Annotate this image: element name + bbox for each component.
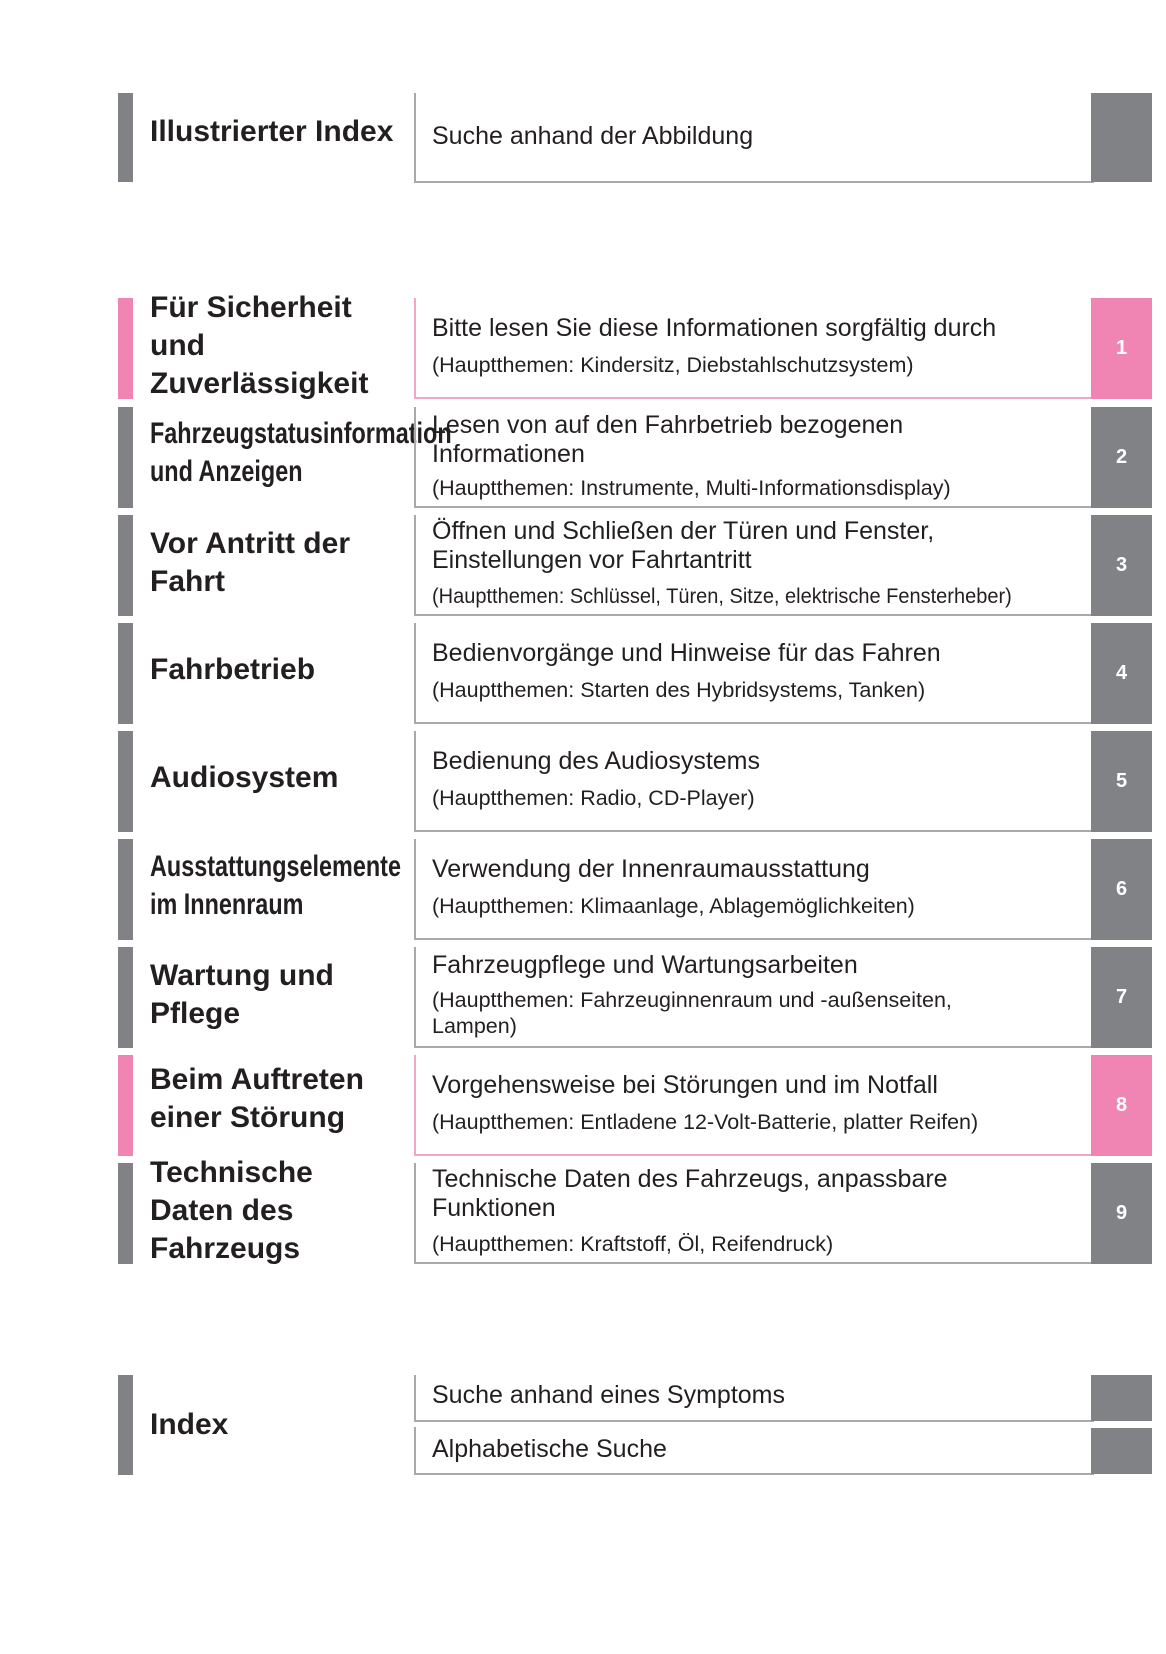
- chapter-tab-9[interactable]: 9: [1091, 1163, 1152, 1264]
- index-item-label: Alphabetische Suche: [432, 1435, 667, 1463]
- chapter-tab-8[interactable]: 8: [1091, 1055, 1152, 1156]
- chapter-bar: [118, 947, 133, 1048]
- chapter-bar: [118, 731, 133, 832]
- section-title: Illustrierter Index: [150, 115, 394, 148]
- chapter-bar: [118, 298, 133, 399]
- chapter-8: [0, 1055, 1166, 1158]
- index-item-label: Suche anhand eines Symptoms: [432, 1381, 785, 1409]
- chapter-tab-6[interactable]: 6: [1091, 839, 1152, 940]
- chapter-topics: (Hauptthemen: Starten des Hybridsystems, Tanken): [432, 678, 926, 702]
- chapter-5: [0, 731, 1166, 834]
- chapter-topics: (Hauptthemen: Radio, CD-Player): [432, 786, 755, 810]
- chapter-description: Technische Daten des Fahrzeugs, anpassbare Funktionen: [432, 1165, 948, 1222]
- section-bar: [118, 1375, 133, 1475]
- chapter-bar: [118, 1163, 133, 1264]
- index-link-alphabetical[interactable]: [414, 1427, 1094, 1475]
- chapter-topics: (Hauptthemen: Instrumente, Multi-Informationsdisplay): [432, 476, 951, 500]
- chapter-topics: (Hauptthemen: Klimaanlage, Ablagemöglichkeiten): [432, 894, 915, 918]
- chapter-tab-2[interactable]: 2: [1091, 407, 1152, 508]
- chapter-bar: [118, 515, 133, 616]
- chapter-topics: (Hauptthemen: Schlüssel, Türen, Sitze, elektrische Fensterheber): [432, 584, 1012, 608]
- section-bar: [118, 93, 133, 182]
- chapter-7: [0, 947, 1166, 1050]
- index-link-symptom[interactable]: [414, 1375, 1094, 1422]
- chapter-title: Ausstattungselemente im Innenraum: [150, 850, 401, 921]
- chapter-title: Für Sicherheit und Zuverlässigkeit: [150, 291, 369, 400]
- section-link[interactable]: [414, 93, 1094, 183]
- chapter-tab-3[interactable]: 3: [1091, 515, 1152, 616]
- section-tab[interactable]: [1091, 93, 1152, 182]
- chapter-bar: [118, 1055, 133, 1156]
- chapter-title: Fahrzeugstatusinformation und Anzeigen: [150, 417, 452, 488]
- chapter-description: Bedienung des Audiosystems: [432, 747, 760, 775]
- chapter-title: Vor Antritt der Fahrt: [150, 527, 350, 598]
- chapter-2: [0, 407, 1166, 510]
- chapter-tab-1[interactable]: 1: [1091, 298, 1152, 399]
- chapter-link[interactable]: [414, 1163, 1094, 1264]
- chapter-bar: [118, 839, 133, 940]
- chapter-description: Fahrzeugpflege und Wartungsarbeiten: [432, 951, 858, 979]
- illustrated-index-section: [0, 93, 1166, 183]
- chapter-topics: (Hauptthemen: Kraftstoff, Öl, Reifendruck): [432, 1232, 834, 1256]
- section-description: Suche anhand der Abbildung: [432, 122, 754, 150]
- chapter-title: Wartung und Pflege: [150, 959, 334, 1030]
- chapter-1: [0, 291, 1166, 401]
- section-title: Index: [150, 1408, 229, 1441]
- chapter-description: Verwendung der Innenraumausstattung: [432, 855, 870, 883]
- chapter-3: [0, 515, 1166, 618]
- chapter-link[interactable]: [414, 839, 1094, 940]
- chapter-4: [0, 623, 1166, 726]
- chapter-description: Bedienvorgänge und Hinweise für das Fahren: [432, 639, 941, 667]
- chapter-9: [0, 1156, 1166, 1266]
- chapter-tab-5[interactable]: 5: [1091, 731, 1152, 832]
- chapter-link[interactable]: [414, 947, 1094, 1048]
- chapter-description: Bitte lesen Sie diese Informationen sorgfältig durch: [432, 314, 997, 342]
- chapter-link[interactable]: [414, 298, 1094, 399]
- chapter-description: Lesen von auf den Fahrbetrieb bezogenen Informationen: [432, 411, 904, 468]
- chapter-description: Öffnen und Schließen der Türen und Fenster, Einstellungen vor Fahrtantritt: [432, 517, 935, 574]
- chapter-topics: (Hauptthemen: Kindersitz, Diebstahlschutzsystem): [432, 353, 914, 377]
- chapter-bar: [118, 623, 133, 724]
- chapter-title: Fahrbetrieb: [150, 653, 316, 686]
- chapter-description: Vorgehensweise bei Störungen und im Notfall: [432, 1071, 938, 1099]
- chapter-topics: (Hauptthemen: Entladene 12-Volt-Batterie, platter Reifen): [432, 1110, 979, 1134]
- chapter-link[interactable]: [414, 623, 1094, 724]
- index-section: [0, 1375, 1166, 1475]
- chapter-title: Technische Daten des Fahrzeugs: [150, 1156, 313, 1265]
- chapter-tab-4[interactable]: 4: [1091, 623, 1152, 724]
- chapter-tab-7[interactable]: 7: [1091, 947, 1152, 1048]
- chapter-title: Audiosystem: [150, 761, 339, 794]
- index-tab-symptom[interactable]: [1091, 1375, 1152, 1421]
- chapter-link[interactable]: [414, 731, 1094, 832]
- chapter-bar: [118, 407, 133, 508]
- chapter-link[interactable]: [414, 1055, 1094, 1156]
- chapter-link[interactable]: [414, 407, 1094, 508]
- chapter-6: [0, 839, 1166, 942]
- chapter-title: Beim Auftreten einer Störung: [150, 1063, 364, 1134]
- index-tab-alphabetical[interactable]: [1091, 1428, 1152, 1474]
- chapter-topics: (Hauptthemen: Fahrzeuginnenraum und -außenseiten, Lampen): [432, 988, 952, 1038]
- chapter-link[interactable]: [414, 515, 1094, 616]
